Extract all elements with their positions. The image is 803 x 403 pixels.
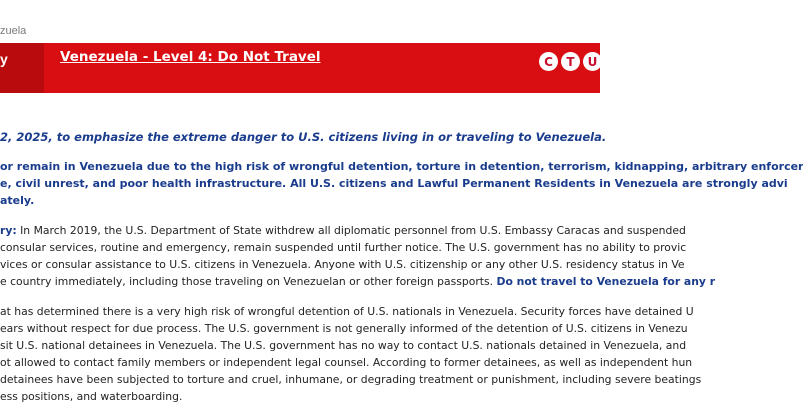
summary-line-3: vices or consular assistance to U.S. citizens in Venezuela. Anyone with U.S. citizenship or any other U.S. residency status in Ve: [0, 258, 685, 271]
ctu-logo-circle-u: U: [583, 52, 602, 71]
detention-line-3: sit U.S. national detainees in Venezuela. The U.S. government has no way to contact U.S. nationals detained in Venezuela, and: [0, 339, 687, 352]
summary-line-1: [0, 224, 686, 237]
intro-line: 2, 2025, to emphasize the extreme danger to U.S. citizens living in or traveling to Venezuela.: [0, 130, 607, 144]
do-not-travel-emphasis: Do not travel to Venezuela for any r: [496, 275, 716, 288]
ctu-logo-circle-t: T: [561, 52, 580, 71]
summary-line-2: consular services, routine and emergency, remain suspended until further notice. The U.S. government has no ability to provic: [0, 241, 687, 254]
summary-label: ry:: [0, 224, 17, 237]
ctu-logo: [539, 52, 602, 71]
detention-line-2: ears without respect for due process. The U.S. government is not generally informed of the detention of U.S. citizens in Venezu: [0, 322, 688, 335]
warning-line-2: e, civil unrest, and poor health infrastructure. All U.S. citizens and Lawful Permanent Residents in Venezuela are strongly advi: [0, 177, 788, 190]
detention-line-5: detainees have been subjected to torture and cruel, inhumane, or degrading treatment or punishment, including severe beatings: [0, 373, 702, 386]
breadcrumb[interactable]: zuela: [0, 25, 27, 37]
warning-line-1: or remain in Venezuela due to the high risk of wrongful detention, torture in detention, terrorism, kidnapping, arbitrary enforcer: [0, 160, 803, 173]
banner-left-segment: [0, 43, 44, 93]
summary-line-4-text: e country immediately, including those traveling on Venezuelan or other foreign passports.: [0, 275, 497, 288]
ctu-logo-circle-c: C: [539, 52, 558, 71]
advisory-banner: [0, 43, 600, 93]
summary-line-1-text: In March 2019, the U.S. Department of State withdrew all diplomatic personnel from U.S. Embassy Caracas and suspended: [16, 224, 686, 237]
detention-line-4: ot allowed to contact family members or independent legal counsel. According to former detainees, as well as independent hun: [0, 356, 693, 369]
advisory-title-link[interactable]: Venezuela - Level 4: Do Not Travel: [60, 49, 321, 65]
detention-line-6: ess positions, and waterboarding.: [0, 390, 183, 403]
detention-line-1: at has determined there is a very high risk of wrongful detention of U.S. nationals in Venezuela. Security forces have detained U: [0, 305, 694, 318]
warning-line-3: ately.: [0, 194, 35, 207]
banner-left-label: y: [0, 51, 8, 67]
summary-line-4: [0, 275, 715, 288]
